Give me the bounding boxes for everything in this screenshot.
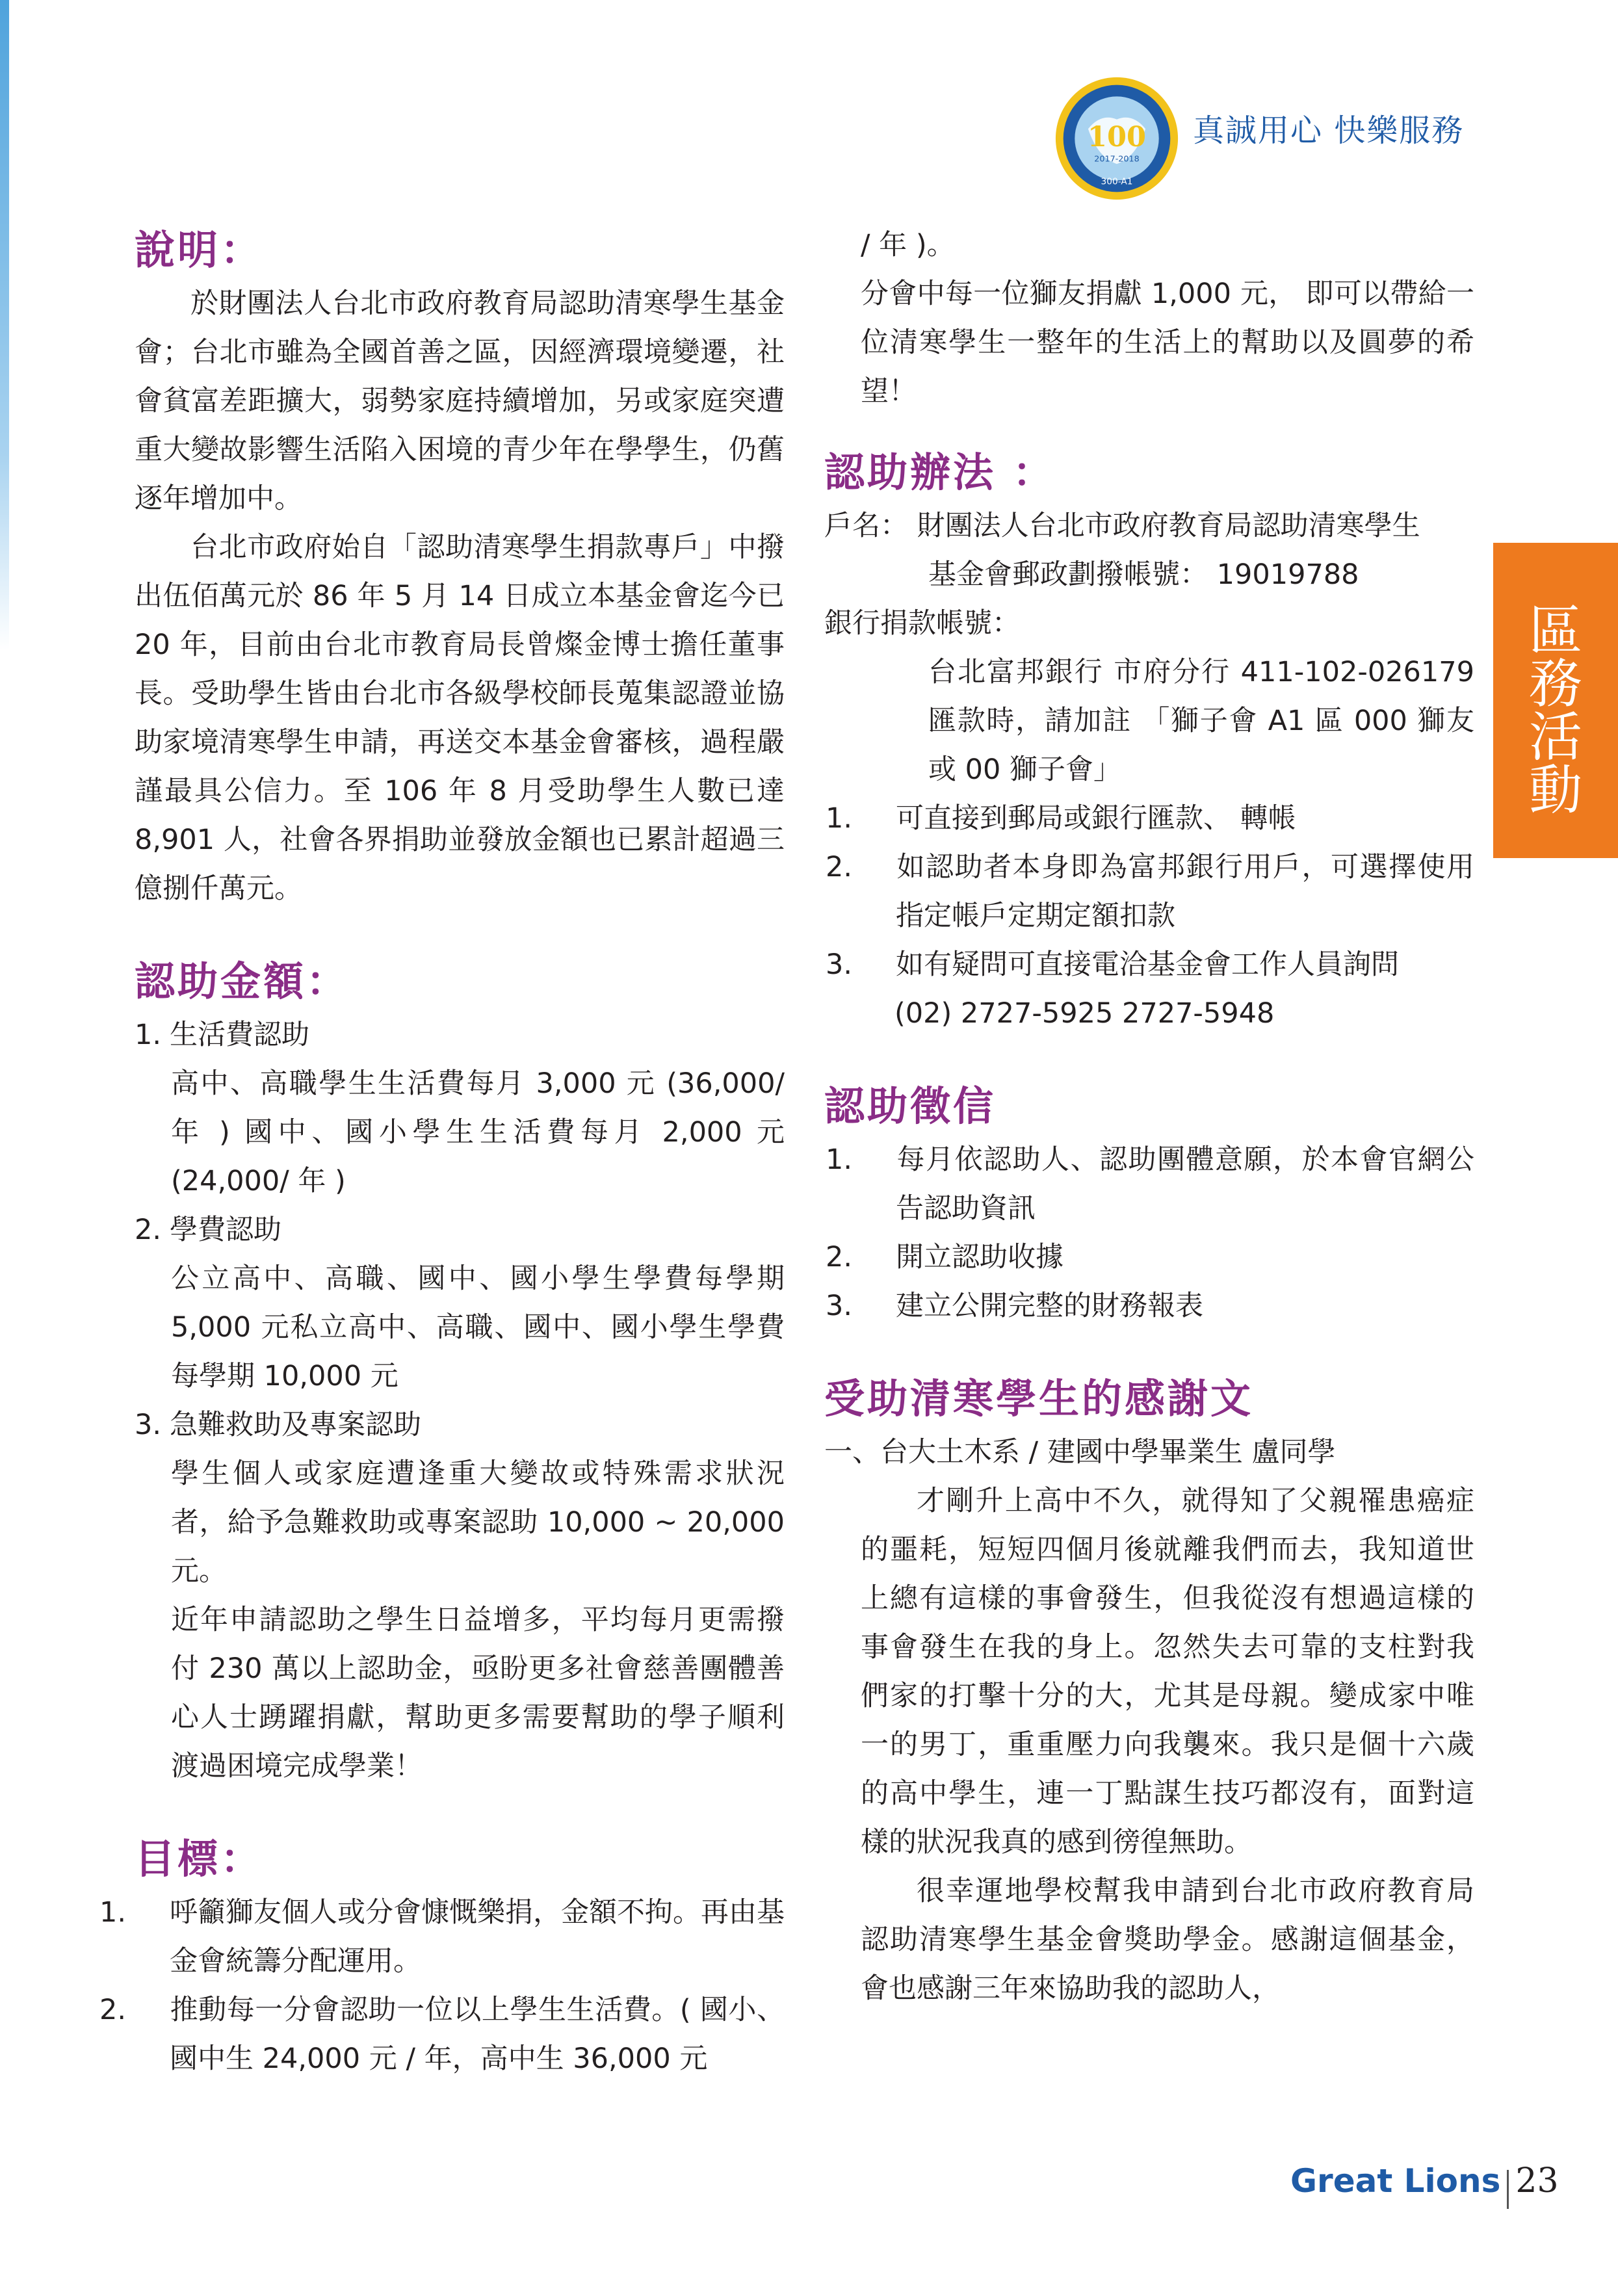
credit-item <box>824 1233 1474 1282</box>
heading-amount: 認助金額： <box>135 958 350 1005</box>
footer-brand: Great Lions <box>1290 2162 1501 2200</box>
amount-item-title: 生活費認助 <box>170 1019 309 1051</box>
thanks-paragraph-2: 很幸運地學校幫我申請到台北市政府教育局認助清寒學生基金會獎助學金。感謝這個基金，會也感謝三年來協助我的認助人， <box>861 1875 1474 2005</box>
logo-years: 2017-2018 <box>1094 154 1140 164</box>
contact-phones: (02) 2727-5925 2727-5948 <box>894 997 1275 1030</box>
method-item-number: 2. <box>826 851 853 883</box>
heading-method: 認助辦法 ： <box>824 449 1056 496</box>
page-footer <box>1290 2161 1559 2207</box>
credit-item <box>824 1136 1474 1233</box>
heading-thanks: 受助清寒學生的感謝文 <box>824 1375 1254 1422</box>
method-item-text: 如有疑問可直接電洽基金會工作人員詢問 <box>896 948 1399 981</box>
method-item-text: 可直接到郵局或銀行匯款、 轉帳 <box>896 802 1296 835</box>
account-label: 戶名： <box>824 510 908 542</box>
amount-item <box>135 1206 785 1401</box>
goal-item-text: 推動每一分會認助一位以上學生生活費。( 國小、國中生 24,000 元 / 年，高中生 36,000 元 <box>170 1994 785 2075</box>
amount-item-title: 急難救助及專案認助 <box>170 1409 421 1441</box>
method-item-number: 1. <box>826 802 853 835</box>
header-slogan: 真誠用心 快樂服務 <box>1193 112 1465 149</box>
section-tab-label: 區 務 活 動 <box>1528 600 1582 822</box>
credit-item-text: 開立認助收據 <box>896 1241 1063 1273</box>
amount-extra-paragraph: 近年申請認助之學生日益增多，平均每月更需撥付 230 萬以上認助金，亟盼更多社會慈善團體善心人士踴躍捐獻，幫助更多需要幫助的學子順利渡過困境完成學業！ <box>171 1604 785 1782</box>
bank-label: 銀行捐款帳號： <box>824 607 1020 640</box>
footer-divider <box>1507 2170 1509 2209</box>
thanks-author: 一、台大土木系 / 建國中學畢業生 盧同學 <box>824 1436 1336 1468</box>
intro-paragraph-1: 於財團法人台北市政府教育局認助清寒學生基金會；台北市雖為全國首善之區，因經濟環境變遷，社會貧富差距擴大，弱勢家庭持續增加，另或家庭突遭重大變故影響生活陷入困境的青少年在學學生，仍舊逐年增加中。 <box>135 287 785 515</box>
logo-district: 300-A1 <box>1101 176 1133 187</box>
left-column <box>99 221 785 2083</box>
amount-item-number: 1. <box>135 1019 162 1051</box>
method-item-text: 如認助者本身即為富邦銀行用戶，可選擇使用指定帳戶定期定額扣款 <box>896 851 1474 932</box>
credit-item-number: 2. <box>826 1241 853 1273</box>
section-tab <box>1493 543 1618 858</box>
account-line <box>824 502 1474 551</box>
credit-item-number: 3. <box>826 1290 853 1322</box>
postal-account: 基金會郵政劃撥帳號： 19019788 <box>928 558 1359 591</box>
goal-continuation: / 年 )。 <box>861 229 955 261</box>
credit-item-number: 1. <box>826 1143 853 1176</box>
goal-item <box>99 1888 785 1986</box>
lions-centennial-logo <box>1053 75 1181 202</box>
right-column <box>824 221 1474 2013</box>
heading-credit: 認助徵信 <box>824 1082 997 1130</box>
amount-item-body: 學生個人或家庭遭逢重大變故或特殊需求狀況者，給予急難救助或專案認助 10,000 ~ 20,000 元。 <box>171 1457 785 1587</box>
heading-intro: 說明： <box>135 226 264 274</box>
amount-item-body: 公立高中、高職、國中、國小學生學費每學期 5,000 元私立高中、高職、國中、國小學生學費每學期 10,000 元 <box>171 1262 785 1392</box>
bank-detail: 台北富邦銀行 市府分行 411-102-026179 匯款時，請加註 「獅子會 A1 區 000 獅友或 00 獅子會」 <box>928 656 1474 786</box>
page-header <box>1053 59 1573 189</box>
method-item-number: 3. <box>826 948 853 981</box>
amount-item-number: 2. <box>135 1214 162 1246</box>
amount-item <box>135 1401 785 1596</box>
goal-paragraph: 分會中每一位獅友捐獻 1,000 元， 即可以帶給一位清寒學生一整年的生活上的幫助以及圓夢的希望！ <box>861 278 1474 408</box>
amount-item-title: 學費認助 <box>170 1214 281 1246</box>
method-item <box>824 941 1474 989</box>
logo-number: 100 <box>1088 120 1146 153</box>
goal-item-text: 呼籲獅友個人或分會慷慨樂捐，金額不拘。再由基金會統籌分配運用。 <box>170 1896 785 1977</box>
method-item <box>824 843 1474 941</box>
credit-item <box>824 1282 1474 1331</box>
goal-item-number: 2. <box>99 1994 127 2026</box>
credit-item-text: 每月依認助人、認助團體意願，於本會官網公告認助資訊 <box>896 1143 1474 1225</box>
amount-item-body: 高中、高職學生生活費每月 3,000 元 (36,000/ 年 ) 國中、國小學生生活費每月 2,000 元 (24,000/ 年 ) <box>171 1067 785 1197</box>
method-item <box>824 794 1474 843</box>
amount-item <box>135 1011 785 1206</box>
goal-item-number: 1. <box>99 1896 127 1929</box>
account-name: 財團法人台北市政府教育局認助清寒學生 <box>917 510 1420 542</box>
page-number: 23 <box>1515 2161 1559 2200</box>
goal-item <box>99 1986 785 2083</box>
edge-decoration-strip <box>0 0 9 650</box>
credit-item-text: 建立公開完整的財務報表 <box>896 1290 1203 1322</box>
heading-goal: 目標： <box>135 1835 264 1883</box>
intro-paragraph-2: 台北市政府始自「認助清寒學生捐款專戶」中撥出伍佰萬元於 86 年 5 月 14 日成立本基金會迄今已 20 年，目前由台北市教育局長曾燦金博士擔任董事長。受助學生皆由台北市各級學校師長蒐集認證並協助家境清寒學生申請，再送交本基金會審核，過程嚴謹最具公信力。至 106 年 8 月受助學生人數已達 8,901 人，社會各界捐助並發放金額也已累計超過三億捌仟萬元。 <box>135 531 785 905</box>
thanks-paragraph-1: 才剛升上高中不久，就得知了父親罹患癌症的噩耗，短短四個月後就離我們而去，我知道世上總有這樣的事會發生，但我從沒有想過這樣的事會發生在我的身上。忽然失去可靠的支柱對我們家的打擊十分的大，尤其是母親。變成家中唯一的男丁，重重壓力向我襲來。我只是個十六歲的高中學生，連一丁點謀生技巧都沒有，面對這樣的狀況我真的感到徬徨無助。 <box>861 1485 1474 1859</box>
amount-item-number: 3. <box>135 1409 162 1441</box>
